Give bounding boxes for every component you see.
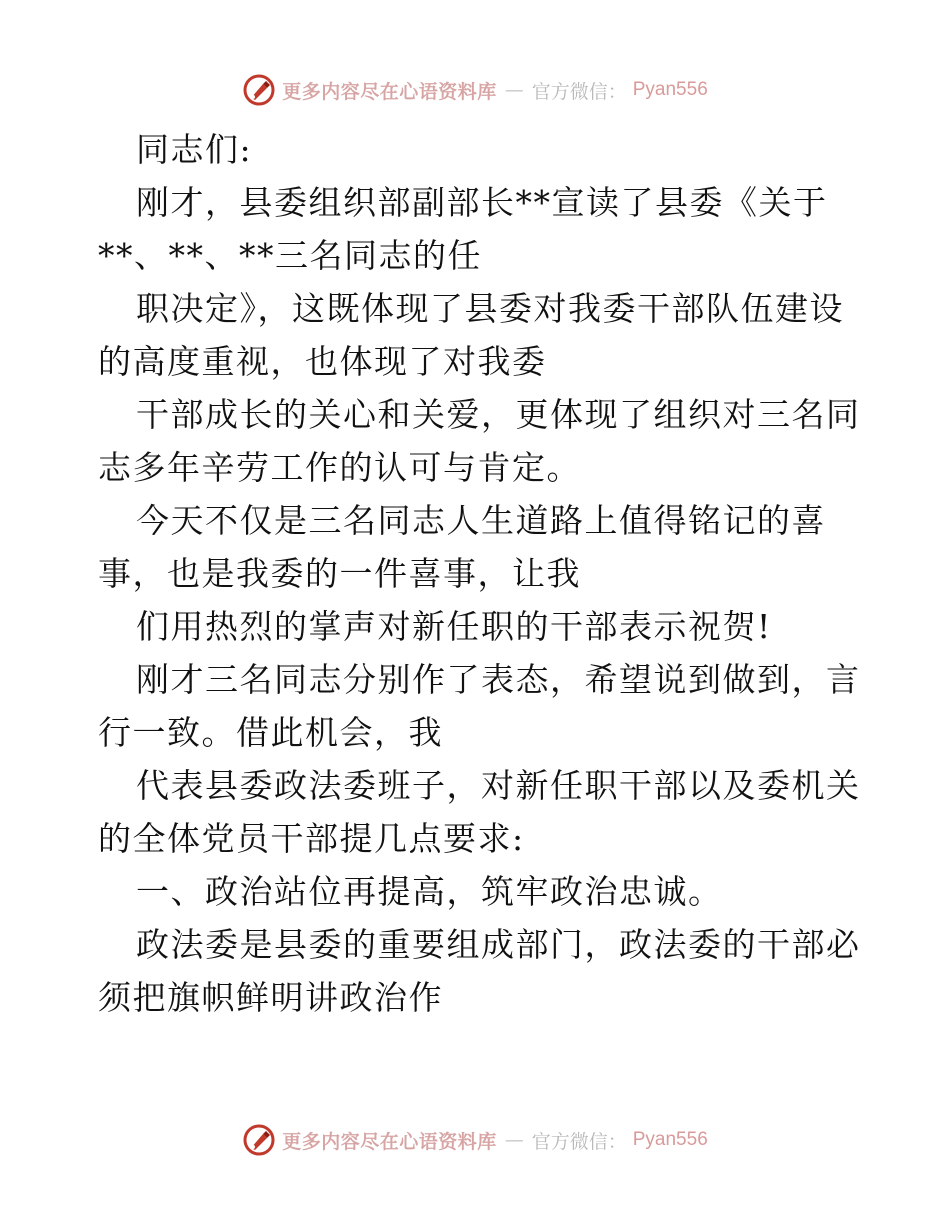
body-line: **、**、**三名同志的任	[98, 236, 482, 275]
body-line: 志多年辛劳工作的认可与肯定。	[98, 448, 581, 487]
body-line: 事，也是我委的一件喜事，让我	[98, 554, 581, 593]
banner-wechat-id: Pyan556	[632, 1129, 708, 1150]
banner-wechat-id: Pyan556	[632, 79, 708, 100]
banner-separator: —	[504, 1129, 524, 1151]
pen-logo-icon	[242, 1123, 276, 1157]
banner-separator: —	[504, 79, 524, 101]
banner-slogan: 更多内容尽在心语资料库	[282, 1130, 497, 1153]
body-line: 职决定》，这既体现了县委对我委干部队伍建设	[136, 289, 844, 328]
body-line: 的高度重视，也体现了对我委	[98, 342, 547, 381]
body-line: 干部成长的关心和关爱，更体现了组织对三名同	[136, 395, 861, 434]
section-heading: 一、政治站位再提高，筑牢政治忠诚。	[136, 872, 723, 911]
banner-wechat-label: 官方微信：	[531, 80, 627, 103]
header-banner	[0, 70, 950, 110]
body-line: 的全体党员干部提几点要求:	[98, 819, 525, 858]
pen-logo-icon	[242, 73, 276, 107]
body-line: 行一致。借此机会，我	[98, 713, 443, 752]
body-line: 们用热烈的掌声对新任职的干部表示祝贺!	[136, 607, 772, 646]
footer-banner	[0, 1120, 950, 1160]
banner-wechat-label: 官方微信：	[531, 1130, 627, 1153]
body-line: 须把旗帜鲜明讲政治作	[98, 978, 443, 1017]
body-line: 代表县委政法委班子，对新任职干部以及委机关	[136, 766, 861, 805]
banner-slogan: 更多内容尽在心语资料库	[282, 80, 497, 103]
body-line: 今天不仅是三名同志人生道路上值得铭记的喜	[136, 501, 826, 540]
body-line: 政法委是县委的重要组成部门，政法委的干部必	[136, 925, 861, 964]
body-line: 刚才三名同志分别作了表态，希望说到做到，言	[136, 660, 861, 699]
body-line: 刚才，县委组织部副部长**宣读了县委《关于	[136, 183, 828, 222]
body-line: 同志们:	[136, 130, 253, 169]
document-body	[98, 123, 861, 1024]
